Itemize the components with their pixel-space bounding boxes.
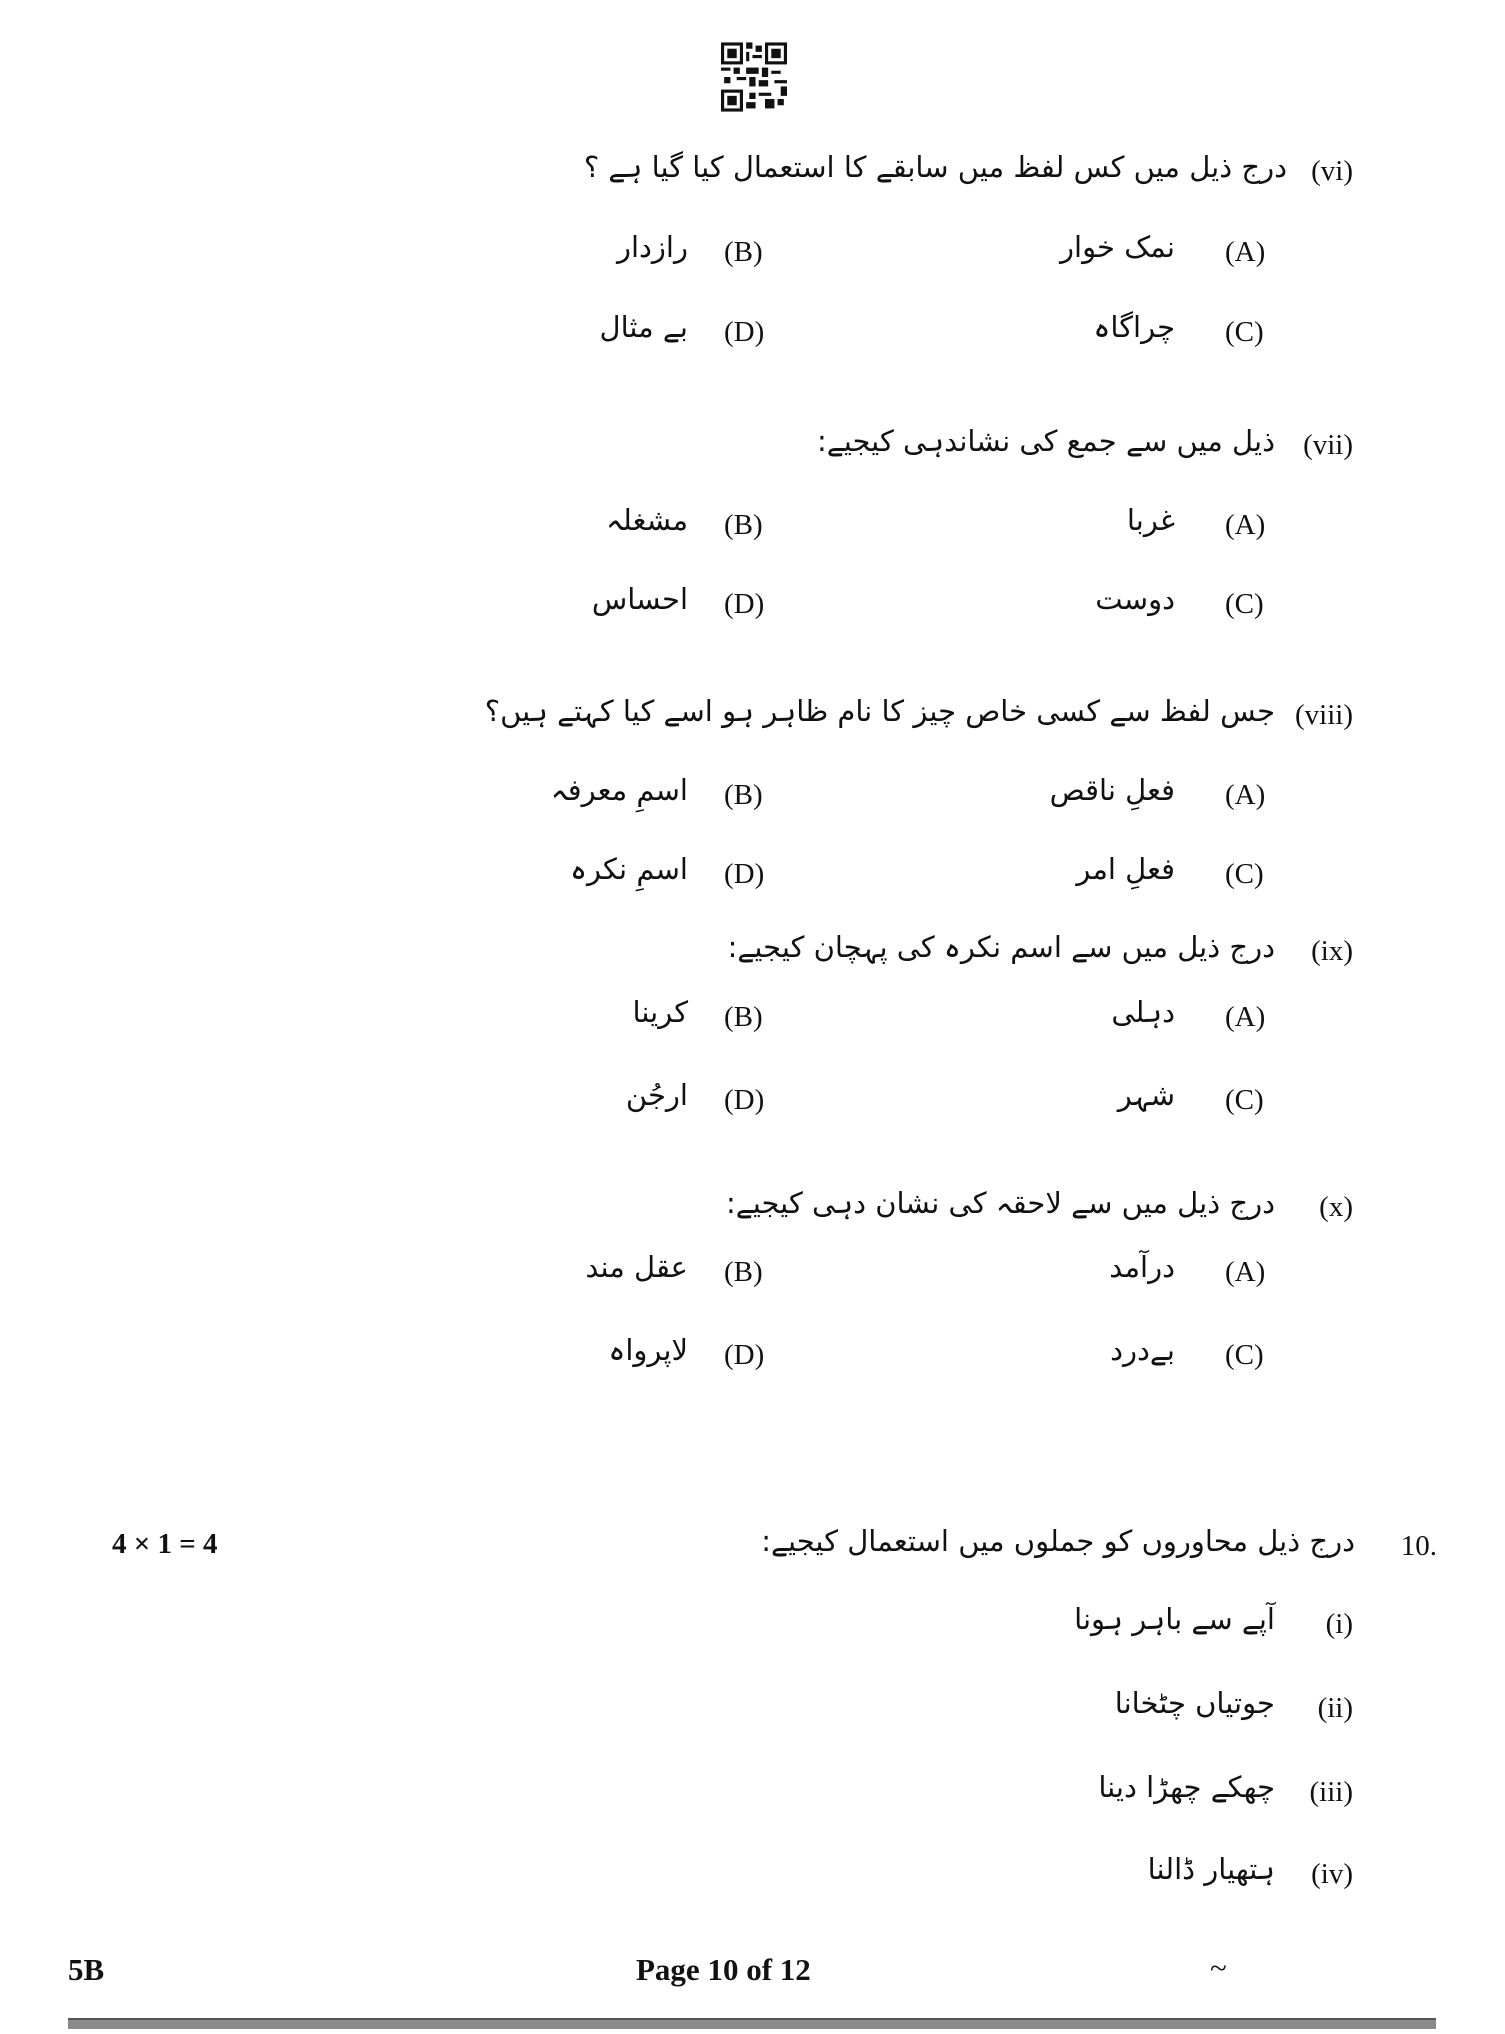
option-text: اسمِ معرفہ bbox=[550, 773, 688, 807]
question-number: (viii) bbox=[1295, 699, 1353, 731]
option-label: (C) bbox=[1225, 316, 1264, 348]
question-number: (vii) bbox=[1303, 429, 1353, 461]
footer-rule bbox=[68, 2018, 1436, 2029]
option-label: (C) bbox=[1225, 1339, 1264, 1371]
option-label: (D) bbox=[724, 1339, 765, 1371]
question-text: ذیل میں سے جمع کی نشاندہی کیجیے: bbox=[816, 424, 1275, 458]
option-label: (A) bbox=[1225, 509, 1266, 541]
option-label: (C) bbox=[1225, 588, 1264, 620]
question-number: (x) bbox=[1319, 1191, 1353, 1223]
qr-code bbox=[721, 42, 787, 112]
paper-code: 5B bbox=[68, 1952, 105, 1987]
option-label: (A) bbox=[1225, 779, 1266, 811]
option-text: چراگاہ bbox=[1093, 310, 1175, 344]
option-text: کرینا bbox=[632, 995, 688, 1029]
question-number: 10. bbox=[1400, 1530, 1437, 1562]
option-label: (B) bbox=[724, 1001, 763, 1033]
sub-item-number: (ii) bbox=[1317, 1692, 1353, 1724]
option-text: رازدار bbox=[616, 230, 688, 264]
option-text: اسمِ نکرہ bbox=[570, 852, 688, 886]
sub-item-text: جوتیاں چٹخانا bbox=[1114, 1686, 1275, 1720]
question-number: (ix) bbox=[1311, 935, 1353, 967]
option-label: (D) bbox=[724, 858, 765, 890]
option-label: (B) bbox=[724, 509, 763, 541]
option-text: احساس bbox=[591, 582, 688, 616]
sub-item-text: چھکے چھڑا دینا bbox=[1098, 1770, 1275, 1804]
option-text: دہلی bbox=[1111, 995, 1175, 1029]
sub-item-text: آپے سے باہر ہونا bbox=[1074, 1602, 1275, 1636]
question-text: درج ذیل محاوروں کو جملوں میں استعمال کیجیے: bbox=[761, 1524, 1355, 1558]
option-label: (A) bbox=[1225, 1256, 1266, 1288]
page-number: Page 10 of 12 bbox=[636, 1952, 811, 1987]
sub-item-number: (iv) bbox=[1311, 1858, 1353, 1890]
option-label: (D) bbox=[724, 1084, 765, 1116]
sub-item-number: (iii) bbox=[1309, 1776, 1353, 1808]
question-text: درج ذیل میں سے لاحقہ کی نشان دہی کیجیے: bbox=[725, 1186, 1275, 1220]
option-label: (B) bbox=[724, 779, 763, 811]
option-text: فعلِ ناقص bbox=[1049, 773, 1175, 807]
option-text: مشغلہ bbox=[606, 503, 688, 537]
option-text: دوست bbox=[1095, 582, 1175, 616]
option-text: بےدرد bbox=[1110, 1333, 1175, 1367]
sub-item-number: (i) bbox=[1325, 1608, 1353, 1640]
option-label: (C) bbox=[1225, 858, 1264, 890]
option-label: (C) bbox=[1225, 1084, 1264, 1116]
question-text: درج ذیل میں کس لفظ میں سابقے کا استعمال کیا گیا ہے ؟ bbox=[583, 150, 1287, 184]
option-label: (D) bbox=[724, 316, 765, 348]
question-number: (vi) bbox=[1311, 155, 1353, 187]
option-text: نمک خوار bbox=[1060, 230, 1175, 264]
question-text: جس لفظ سے کسی خاص چیز کا نام ظاہر ہو اسے کیا کہتے ہیں؟ bbox=[484, 694, 1275, 728]
option-label: (A) bbox=[1225, 236, 1266, 268]
option-label: (B) bbox=[724, 1256, 763, 1288]
option-text: عقل مند bbox=[585, 1250, 688, 1284]
option-text: فعلِ امر bbox=[1076, 852, 1175, 886]
option-label: (D) bbox=[724, 588, 765, 620]
footer-mark: ~ bbox=[1210, 1950, 1227, 1985]
option-text: بے مثال bbox=[599, 310, 688, 344]
option-label: (A) bbox=[1225, 1001, 1266, 1033]
option-label: (B) bbox=[724, 236, 763, 268]
option-text: لاپرواہ bbox=[608, 1333, 688, 1367]
question-text: درج ذیل میں سے اسم نکرہ کی پہچان کیجیے: bbox=[727, 930, 1275, 964]
option-text: ارجُن bbox=[625, 1078, 688, 1112]
option-text: غربا bbox=[1126, 503, 1175, 537]
sub-item-text: ہتھیار ڈالنا bbox=[1147, 1852, 1275, 1886]
marks: 4 × 1 = 4 bbox=[112, 1528, 218, 1560]
option-text: شہر bbox=[1117, 1078, 1175, 1112]
option-text: درآمد bbox=[1109, 1250, 1175, 1284]
